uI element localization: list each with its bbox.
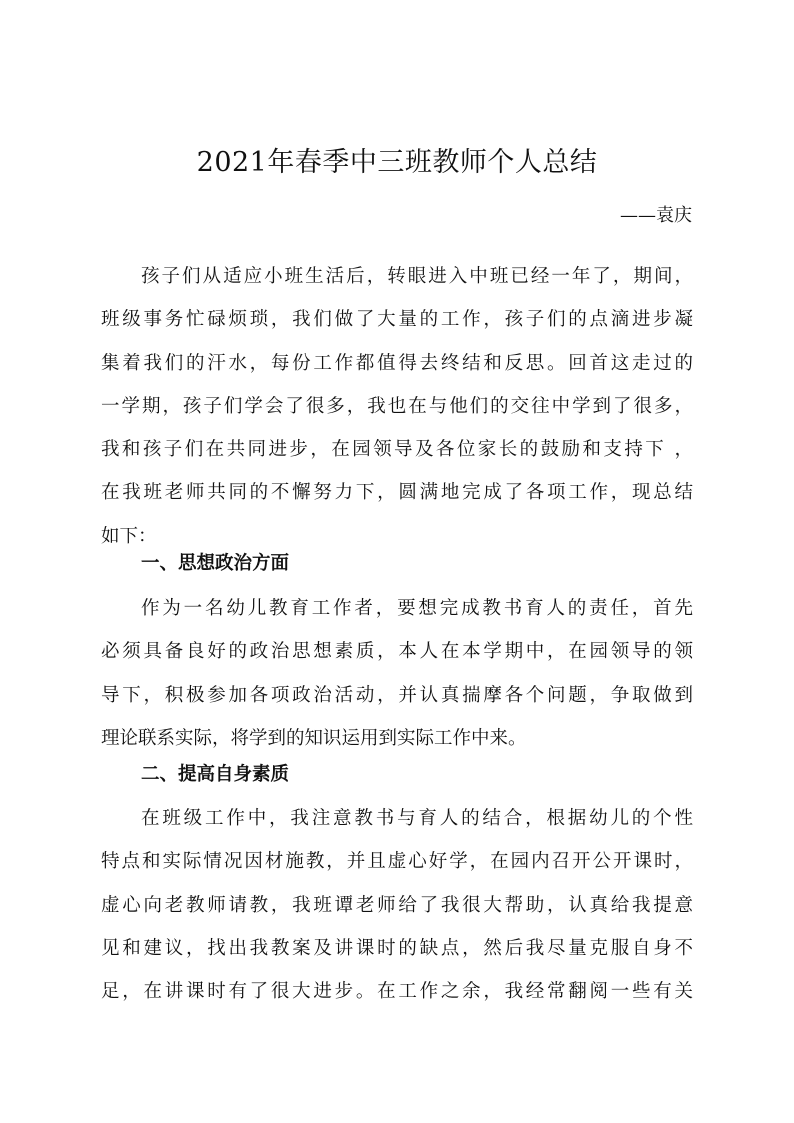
- paragraph-intro: [101, 255, 693, 558]
- paragraph-line: 特点和实际情况因材施教，并且虚心好学，在园内召开公开课时，: [101, 851, 693, 873]
- paragraph-self-improvement: [101, 797, 693, 1013]
- paragraph-line: 在我班老师共同的不懈努力下，圆满地完成了各项工作，现总结: [101, 482, 693, 504]
- paragraph-line: 虚心向老教师请教，我班谭老师给了我很大帮助，认真给我提意: [101, 894, 693, 916]
- paragraph-line: 孩子们从适应小班生活后，转眼进入中班已经一年了，期间，: [141, 266, 693, 287]
- author-signature: ——袁庆: [620, 205, 692, 226]
- paragraph-line: 必须具备良好的政治思想素质，本人在本学期中，在园领导的领: [101, 641, 693, 663]
- paragraph-line: 见和建议，找出我教案及讲课时的缺点，然后我尽量克服自身不: [101, 937, 693, 959]
- paragraph-line: 作为一名幼儿教育工作者，要想完成教书育人的责任，首先: [141, 598, 693, 619]
- page-title: 2021年春季中三班教师个人总结: [196, 147, 598, 178]
- paragraph-line: 集着我们的汗水，每份工作都值得去终结和反思。回首这走过的: [101, 352, 693, 374]
- paragraph-line: 班级事务忙碌烦琐，我们做了大量的工作，孩子们的点滴进步凝: [101, 309, 693, 331]
- section-heading-politics: 一、思想政治方面: [141, 553, 290, 574]
- paragraph-line: 我和孩子们在共同进步，在园领导及各位家长的鼓励和支持下 ，: [101, 439, 693, 461]
- section-heading-self-improvement: 二、提高自身素质: [141, 764, 290, 785]
- paragraph-line: 理论联系实际，将学到的知识运用到实际工作中来。: [101, 727, 527, 749]
- paragraph-line: 导下，积极参加各项政治活动，并认真揣摩各个问题，争取做到: [101, 684, 693, 706]
- paragraph-line: 一学期，孩子们学会了很多，我也在与他们的交往中学到了很多，: [101, 395, 693, 417]
- paragraph-line: 足，在讲课时有了很大进步。在工作之余，我经常翻阅一些有关: [101, 981, 693, 1003]
- paragraph-line: 在班级工作中，我注意教书与育人的结合，根据幼儿的个性: [141, 808, 693, 829]
- paragraph-line: 如下：: [101, 525, 157, 547]
- paragraph-politics: [101, 587, 693, 760]
